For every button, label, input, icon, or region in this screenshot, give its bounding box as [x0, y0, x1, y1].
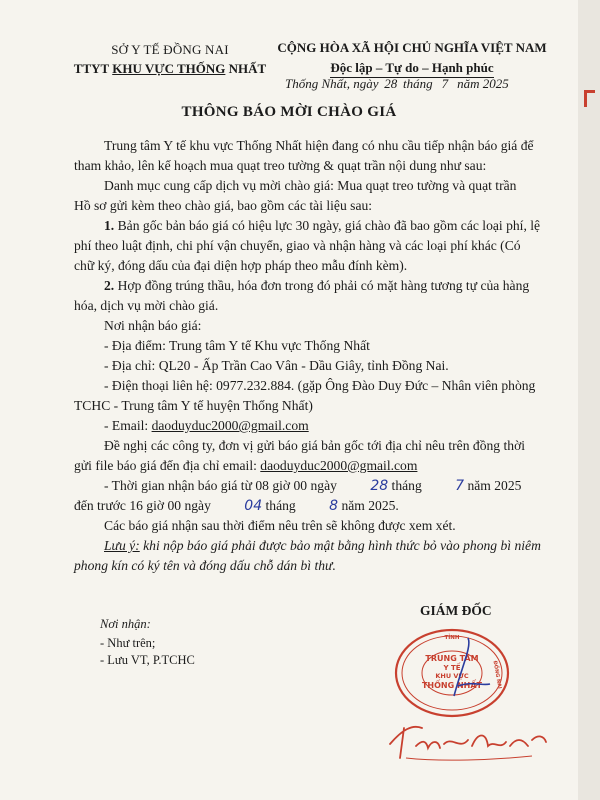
- category-paragraph: Danh mục cung cấp dịch vụ mời chào giá: Mua quạt treo tường và quạt trần: [104, 178, 517, 193]
- svg-text:Y TẾ: Y TẾ: [443, 664, 461, 672]
- document-title: THÔNG BÁO MỜI CHÀO GIÁ: [181, 104, 397, 120]
- national-header: [262, 40, 562, 78]
- handwritten-day-1: 28: [370, 478, 389, 494]
- note-paragraph: Lưu ý: khi nộp báo giá phải được bảo mật bằng hình thức bỏ vào phong bì niêm phong kín có ký tên và đóng dấu chỗ dán bì thư.: [74, 538, 541, 573]
- adjacent-page-edge: [578, 0, 600, 800]
- document-body: [74, 136, 544, 576]
- item-1: 1. Bản gốc bản báo giá có hiệu lực 30 ngày, giá chào đã bao gồm các loại phí, lệ phí theo luật định, chi phí vận chuyển, giao và nhận hàng và các loại phí khác (Có chữ ký, đóng dấu của đại diện hợp pháp theo mẫu đính kèm).: [74, 218, 541, 273]
- request-paragraph: Đề nghị các công ty, đơn vị gửi báo giá bản gốc tới địa chỉ nêu trên đồng thời gửi file báo giá đến địa chỉ email: daoduyduc2000@gmail.com: [74, 438, 526, 473]
- signer-role: GIÁM ĐỐC: [420, 603, 492, 618]
- email-link[interactable]: daoduyduc2000@gmail.com: [151, 418, 309, 433]
- issue-date: Thống Nhất, ngày 28 tháng 7 năm 2025: [285, 76, 509, 91]
- national-motto: Độc lập – Tự do – Hạnh phúc: [330, 60, 493, 78]
- handwritten-day-2: 04: [244, 498, 263, 514]
- late-paragraph: Các báo giá nhận sau thời điểm nêu trên sẽ không được xem xét.: [104, 518, 456, 533]
- recv-label: Nơi nhận báo giá:: [104, 318, 202, 333]
- red-mark: [584, 90, 595, 107]
- recipient-item: - Như trên;: [100, 636, 156, 650]
- svg-text:KHU VỰC: KHU VỰC: [435, 672, 469, 680]
- issuer-header: [70, 42, 270, 77]
- recv-address: - Địa chỉ: QL20 - Ấp Trần Cao Vân - Dầu Giây, tỉnh Đồng Nai.: [104, 358, 449, 373]
- svg-text:TRUNG TÂM: TRUNG TÂM: [425, 654, 479, 663]
- svg-text:TỈNH: TỈNH: [444, 635, 460, 641]
- recv-email: - Email: daoduyduc2000@gmail.com: [104, 418, 309, 433]
- recipient-item: - Lưu VT, P.TCHC: [100, 653, 195, 667]
- intro-paragraph: Trung tâm Y tế khu vực Thống Nhất hiện đang có nhu cầu tiếp nhận báo giá để tham khảo, lên kế hoạch mua quạt treo tường & quạt trần nội dung như sau:: [74, 138, 534, 173]
- recv-place: - Địa điểm: Trung tâm Y tế Khu vực Thống Nhất: [104, 338, 370, 353]
- time-paragraph: - Thời gian nhận báo giá từ 08 giờ 00 ngày 28 tháng 7 năm 2025 đến trước 16 giờ 00 ngày 04 tháng 8 năm 2025.: [74, 478, 522, 514]
- official-stamp: [392, 626, 512, 720]
- item-2: 2. Hợp đồng trúng thầu, hóa đơn trong đó phải có mặt hàng tương tự của hàng hóa, dịch vụ mời chào giá.: [74, 278, 530, 313]
- handwritten-signature: [382, 710, 552, 770]
- docs-paragraph: Hồ sơ gửi kèm theo chào giá, bao gồm các tài liệu sau:: [74, 198, 373, 213]
- recipients-block: [100, 616, 195, 669]
- recv-phone: - Điện thoại liên hệ: 0977.232.884. (gặp Ông Đào Duy Đức – Nhân viên phòng TCHC - Trung tâm Y tế huyện Thống Nhất): [74, 378, 536, 413]
- nation-title: CỘNG HÒA XÃ HỘI CHỦ NGHĨA VIỆT NAM: [277, 40, 547, 55]
- svg-text:THỐNG NHẤT: THỐNG NHẤT: [421, 681, 483, 690]
- agency-name: SỞ Y TẾ ĐỒNG NAI: [111, 42, 229, 57]
- unit-name: TTYT KHU VỰC THỐNG NHẤT: [73, 61, 267, 76]
- recipients-heading: Nơi nhận:: [100, 617, 151, 631]
- request-email-link[interactable]: daoduyduc2000@gmail.com: [260, 458, 418, 473]
- handwritten-month-1: 7: [455, 478, 465, 494]
- handwritten-month-2: 8: [329, 498, 339, 514]
- svg-text:ĐỒNG NAI: ĐỒNG NAI: [491, 660, 503, 690]
